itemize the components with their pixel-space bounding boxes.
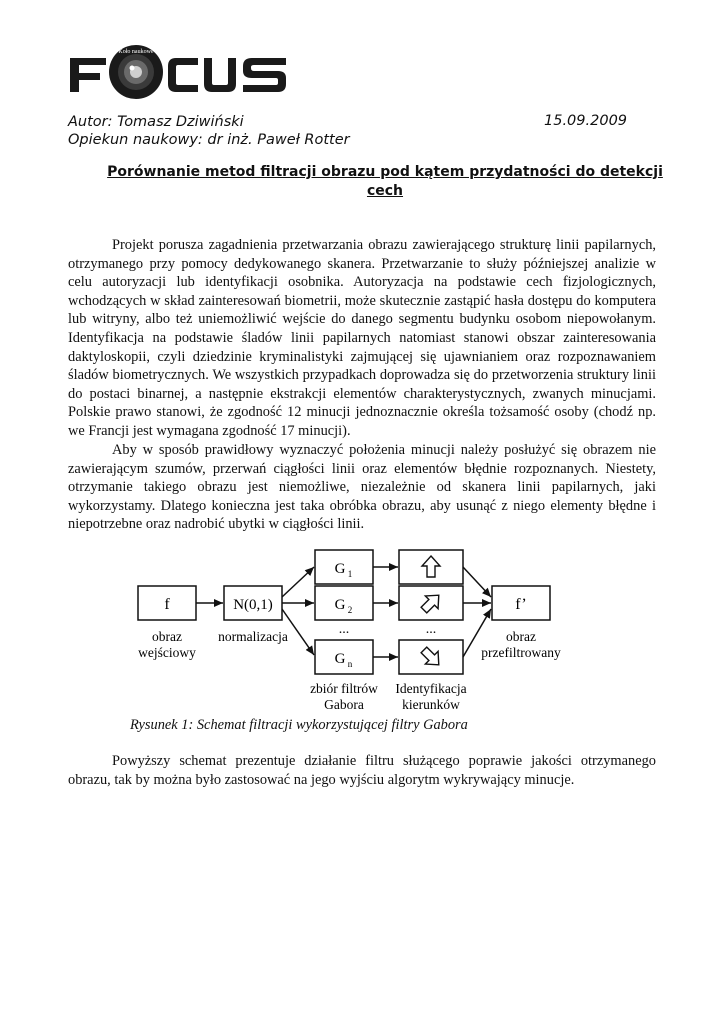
logo-ring-text: Koło naukowe [118, 49, 154, 55]
author-line: Autor: Tomasz Dziwiński [68, 114, 244, 130]
gabor-n-sub: n [347, 659, 353, 669]
gabor-1-label: G [334, 561, 346, 577]
gabor-caption-1: zbiór filtrów [310, 681, 378, 696]
normalization-caption: normalizacja [218, 629, 288, 644]
output-box-label: f’ [515, 596, 527, 613]
figure-caption: Rysunek 1: Schemat filtracji wykorzystującej filtry Gabora [130, 717, 468, 733]
input-caption-1: obraz [152, 629, 182, 644]
arrow-dir1-output [463, 567, 491, 597]
input-box-label: f [164, 596, 170, 613]
paragraph-1-text: Projekt porusza zagadnienia przetwarzania obrazu zawierającego strukturę linii papilarnych, otrzymanego przy pomocy dedykowanego skanera. Przetwarzanie to służy późniejszej analizie w celu autoryzacji lub identyfikacji osobnika. Autoryzacja na podstawie cech fizjologicznych, wchodzących w skład zainteresowań biometrii, może skutecznie zastąpić hasła dostępu do komputera lub witryny, albo też uniemożliwić wejście do danego segmentu budynku osobom niepowołanym. Identyfikacja na podstawie śladów linii papilarnych natomiast stanowi obszar zainteresowania daktyloskopii, czyli dziedzinie kryminalistyki zajmującej się ujawnianiem oraz rozpoznawaniem śladów biometrycznych. We wszystkich przypadkach doprowadza się do przetworzenia struktury linii do postaci binarnej, a następnie ekstrakcji elementów charakterystycznych, zwanych minucjami. Polskie prawo stanowi, że zgodność 12 minucji jednoznacznie określa tożsamość osoby (chodź np. we Francji jest wymagana zgodność 17 minucji). [68, 237, 656, 439]
direction-ellipsis: ... [425, 622, 437, 637]
focus-logo-graphic [68, 40, 290, 100]
document-title: Porównanie metod filtracji obrazu pod kątem przydatności do detekcji cech [107, 164, 663, 199]
gabor-1-sub: 1 [347, 569, 353, 579]
gabor-2-label: G [334, 597, 346, 613]
direction-caption-1: Identyfikacja [395, 681, 467, 696]
paragraph-3-text: Powyższy schemat prezentuje działanie filtru służącego poprawie jakości otrzymanego obrazu, tak by można było zastosować na jego wyjściu algorytm wykrywający minucje. [68, 753, 656, 788]
gabor-2-sub: 2 [347, 605, 353, 615]
gabor-ellipsis: ... [338, 622, 350, 637]
input-caption-2: wejściowy [138, 645, 196, 660]
supervisor-line: Opiekun naukowy: dr inż. Paweł Rotter [68, 132, 350, 148]
gabor-filter-diagram [130, 545, 580, 715]
direction-caption-2: kierunków [402, 697, 460, 712]
date: 15.09.2009 [544, 113, 628, 129]
gabor-caption-2: Gabora [324, 697, 364, 712]
paragraph-3 [68, 752, 656, 789]
diagram-svg [130, 545, 580, 715]
paragraph-2 [68, 441, 656, 534]
gabor-n-label: G [334, 651, 346, 667]
paragraph-1 [68, 236, 656, 441]
paragraph-2-text: Aby w sposób prawidłowy wyznaczyć położenia minucji należy posłużyć się obrazem nie zawierającym szumów, przerwań ciągłości linii oraz elementów błędnie rozpoznanych. Niestety, otrzymanie takiego obrazu jest niemożliwe, niezależnie od skanera linii papilarnych, jaki wykorzystamy. Dlatego konieczna jest taka obróbka obrazu, aby usunąć z niego elementy błędne i niepotrzebne oraz nadrobić ubytki w ciągłości linii. [68, 442, 656, 533]
output-caption-1: obraz [506, 629, 536, 644]
output-caption-2: przefiltrowany [481, 645, 561, 660]
arrow-norm-g1 [282, 567, 314, 597]
focus-logo [68, 40, 290, 100]
normalization-box-label: N(0,1) [233, 597, 273, 613]
